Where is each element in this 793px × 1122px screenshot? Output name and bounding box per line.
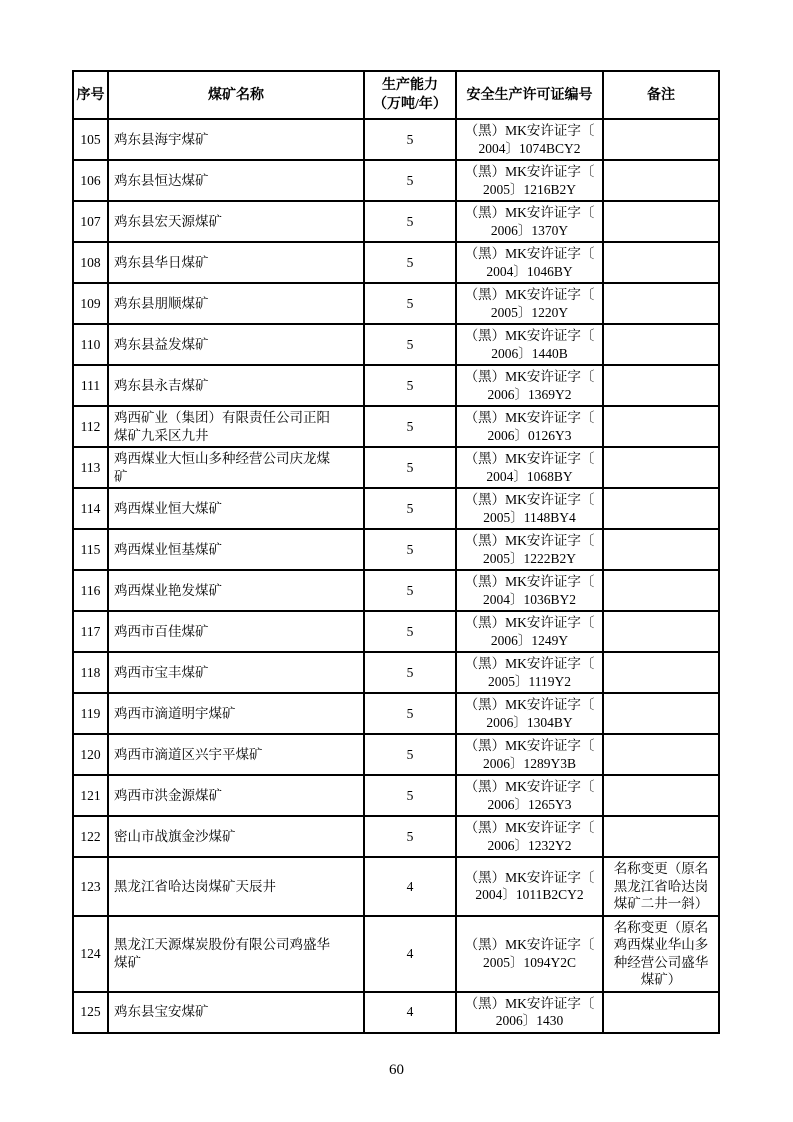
- remark-cell: [603, 992, 719, 1033]
- mine-name-cell: 鸡西煤业大恒山多种经营公司庆龙煤矿: [108, 447, 364, 488]
- row-index-cell: 124: [73, 916, 108, 992]
- remark-cell: [603, 406, 719, 447]
- mine-name-cell: 鸡东县永吉煤矿: [108, 365, 364, 406]
- mine-name-cell: 黑龙江省哈达岗煤矿天辰井: [108, 857, 364, 916]
- row-index-cell: 107: [73, 201, 108, 242]
- row-index-cell: 115: [73, 529, 108, 570]
- capacity-cell: 5: [364, 406, 456, 447]
- mine-name-cell: 密山市战旗金沙煤矿: [108, 816, 364, 857]
- remark-cell: [603, 570, 719, 611]
- capacity-cell: 5: [364, 652, 456, 693]
- col-header-name: 煤矿名称: [108, 71, 364, 119]
- remark-cell: [603, 119, 719, 160]
- mine-name-cell: 鸡东县恒达煤矿: [108, 160, 364, 201]
- row-index-cell: 111: [73, 365, 108, 406]
- capacity-cell: 4: [364, 857, 456, 916]
- license-cell: （黑）MK安许证字〔2005〕1216B2Y: [456, 160, 603, 201]
- row-index-cell: 123: [73, 857, 108, 916]
- remark-cell: 名称变更（原名黑龙江省哈达岗煤矿二井一斜）: [603, 857, 719, 916]
- capacity-cell: 5: [364, 119, 456, 160]
- remark-cell: [603, 693, 719, 734]
- mine-name-cell: 鸡西市洪金源煤矿: [108, 775, 364, 816]
- capacity-header-line1: 生产能力: [382, 78, 438, 93]
- table-row: [73, 119, 719, 160]
- row-index-cell: 122: [73, 816, 108, 857]
- remark-cell: [603, 488, 719, 529]
- license-cell: （黑）MK安许证字〔2004〕1046BY: [456, 242, 603, 283]
- table-row: [73, 529, 719, 570]
- capacity-cell: 5: [364, 816, 456, 857]
- license-cell: （黑）MK安许证字〔2006〕1249Y: [456, 611, 603, 652]
- remark-cell: 名称变更（原名鸡西煤业华山多种经营公司盛华煤矿）: [603, 916, 719, 992]
- license-cell: （黑）MK安许证字〔2006〕1430: [456, 992, 603, 1033]
- license-cell: （黑）MK安许证字〔2006〕0126Y3: [456, 406, 603, 447]
- license-cell: （黑）MK安许证字〔2005〕1119Y2: [456, 652, 603, 693]
- capacity-cell: 5: [364, 775, 456, 816]
- row-index-cell: 109: [73, 283, 108, 324]
- license-cell: （黑）MK安许证字〔2004〕1074BCY2: [456, 119, 603, 160]
- capacity-cell: 4: [364, 916, 456, 992]
- remark-cell: [603, 283, 719, 324]
- row-index-cell: 120: [73, 734, 108, 775]
- table-row: [73, 992, 719, 1033]
- row-index-cell: 106: [73, 160, 108, 201]
- row-index-cell: 114: [73, 488, 108, 529]
- row-index-cell: 113: [73, 447, 108, 488]
- mine-name-cell: 鸡西煤业艳发煤矿: [108, 570, 364, 611]
- capacity-cell: 5: [364, 160, 456, 201]
- col-header-index: 序号: [73, 71, 108, 119]
- license-cell: （黑）MK安许证字〔2005〕1148BY4: [456, 488, 603, 529]
- table-row: [73, 775, 719, 816]
- license-cell: （黑）MK安许证字〔2005〕1222B2Y: [456, 529, 603, 570]
- remark-cell: [603, 734, 719, 775]
- row-index-cell: 117: [73, 611, 108, 652]
- capacity-cell: 5: [364, 529, 456, 570]
- license-cell: （黑）MK安许证字〔2006〕1232Y2: [456, 816, 603, 857]
- row-index-cell: 118: [73, 652, 108, 693]
- remark-cell: [603, 201, 719, 242]
- mine-name-cell: 鸡西市滴道区兴宇平煤矿: [108, 734, 364, 775]
- capacity-header-line2: （万吨/年）: [373, 97, 447, 112]
- table-row: [73, 570, 719, 611]
- mine-name-cell: 黑龙江天源煤炭股份有限公司鸡盛华煤矿: [108, 916, 364, 992]
- mine-name-cell: 鸡东县华日煤矿: [108, 242, 364, 283]
- license-cell: （黑）MK安许证字〔2004〕1068BY: [456, 447, 603, 488]
- col-header-remark: 备注: [603, 71, 719, 119]
- row-index-cell: 119: [73, 693, 108, 734]
- col-header-capacity: [364, 71, 456, 119]
- table-row: [73, 406, 719, 447]
- mine-name-cell: 鸡西市宝丰煤矿: [108, 652, 364, 693]
- col-header-license: 安全生产许可证编号: [456, 71, 603, 119]
- table-row: [73, 201, 719, 242]
- remark-cell: [603, 611, 719, 652]
- remark-cell: [603, 529, 719, 570]
- mine-name-cell: 鸡东县宝安煤矿: [108, 992, 364, 1033]
- row-index-cell: 112: [73, 406, 108, 447]
- table-row: [73, 324, 719, 365]
- table-row: [73, 693, 719, 734]
- capacity-cell: 5: [364, 488, 456, 529]
- table-row: [73, 488, 719, 529]
- capacity-cell: 5: [364, 283, 456, 324]
- capacity-cell: 5: [364, 201, 456, 242]
- table-row: [73, 365, 719, 406]
- license-cell: （黑）MK安许证字〔2004〕1036BY2: [456, 570, 603, 611]
- remark-cell: [603, 160, 719, 201]
- capacity-cell: 4: [364, 992, 456, 1033]
- mine-name-cell: 鸡东县海宇煤矿: [108, 119, 364, 160]
- license-cell: （黑）MK安许证字〔2006〕1304BY: [456, 693, 603, 734]
- capacity-cell: 5: [364, 570, 456, 611]
- license-cell: （黑）MK安许证字〔2004〕1011B2CY2: [456, 857, 603, 916]
- row-index-cell: 116: [73, 570, 108, 611]
- table-row: [73, 734, 719, 775]
- remark-cell: [603, 652, 719, 693]
- capacity-cell: 5: [364, 611, 456, 652]
- table-row: [73, 916, 719, 992]
- table-row: [73, 652, 719, 693]
- license-cell: （黑）MK安许证字〔2006〕1370Y: [456, 201, 603, 242]
- remark-cell: [603, 775, 719, 816]
- capacity-cell: 5: [364, 447, 456, 488]
- mine-name-cell: 鸡东县益发煤矿: [108, 324, 364, 365]
- remark-cell: [603, 365, 719, 406]
- table-row: [73, 857, 719, 916]
- page-number: 60: [389, 1062, 404, 1078]
- coal-mine-table: [72, 70, 720, 1034]
- row-index-cell: 108: [73, 242, 108, 283]
- remark-cell: [603, 816, 719, 857]
- mine-name-cell: 鸡东县宏天源煤矿: [108, 201, 364, 242]
- mine-name-cell: 鸡西市百佳煤矿: [108, 611, 364, 652]
- table-row: [73, 160, 719, 201]
- mine-name-cell: 鸡东县朋顺煤矿: [108, 283, 364, 324]
- mine-name-cell: 鸡西煤业恒基煤矿: [108, 529, 364, 570]
- row-index-cell: 121: [73, 775, 108, 816]
- mine-name-cell: 鸡西市滴道明宇煤矿: [108, 693, 364, 734]
- license-cell: （黑）MK安许证字〔2005〕1094Y2C: [456, 916, 603, 992]
- license-cell: （黑）MK安许证字〔2006〕1289Y3B: [456, 734, 603, 775]
- capacity-cell: 5: [364, 734, 456, 775]
- license-cell: （黑）MK安许证字〔2006〕1265Y3: [456, 775, 603, 816]
- table-header-row: [73, 71, 719, 119]
- mine-name-cell: 鸡西矿业（集团）有限责任公司正阳煤矿九采区九井: [108, 406, 364, 447]
- license-cell: （黑）MK安许证字〔2005〕1220Y: [456, 283, 603, 324]
- row-index-cell: 105: [73, 119, 108, 160]
- table-row: [73, 447, 719, 488]
- remark-cell: [603, 447, 719, 488]
- row-index-cell: 125: [73, 992, 108, 1033]
- table-row: [73, 816, 719, 857]
- table-row: [73, 611, 719, 652]
- license-cell: （黑）MK安许证字〔2006〕1369Y2: [456, 365, 603, 406]
- table-row: [73, 283, 719, 324]
- remark-cell: [603, 242, 719, 283]
- license-cell: （黑）MK安许证字〔2006〕1440B: [456, 324, 603, 365]
- capacity-cell: 5: [364, 242, 456, 283]
- capacity-cell: 5: [364, 365, 456, 406]
- row-index-cell: 110: [73, 324, 108, 365]
- table-row: [73, 242, 719, 283]
- mine-name-cell: 鸡西煤业恒大煤矿: [108, 488, 364, 529]
- capacity-cell: 5: [364, 324, 456, 365]
- remark-cell: [603, 324, 719, 365]
- capacity-cell: 5: [364, 693, 456, 734]
